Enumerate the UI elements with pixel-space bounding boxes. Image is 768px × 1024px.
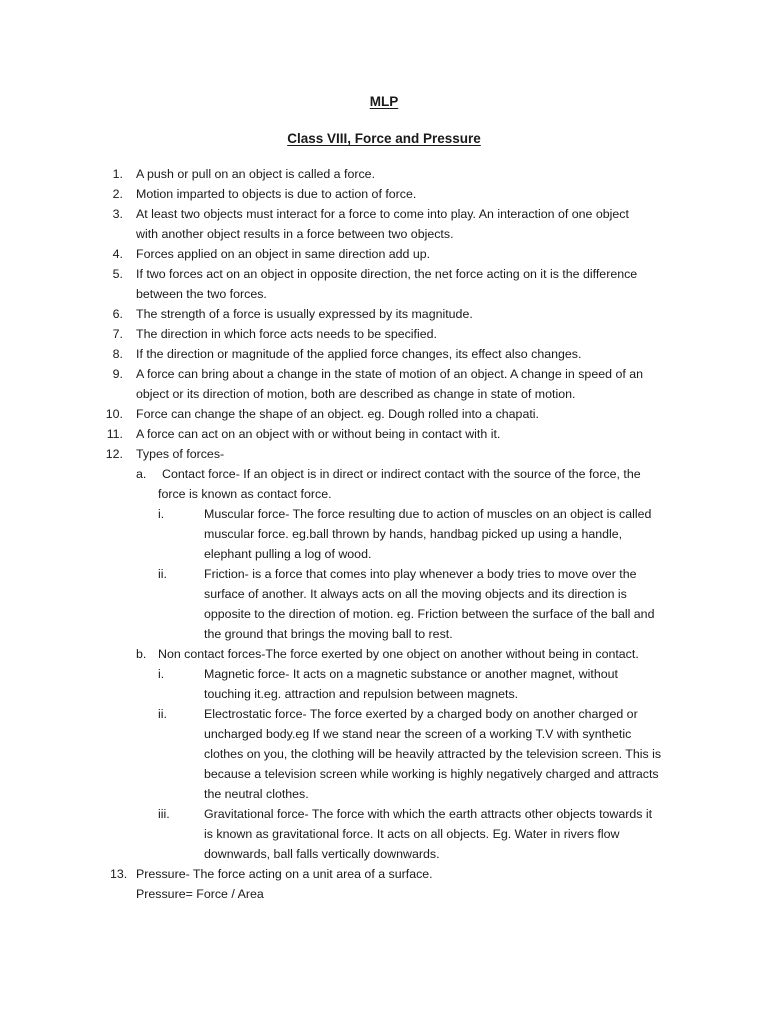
list-item-number: 6. xyxy=(112,307,123,321)
roman-text-continuation: is known as gravitational force. It acts on all objects. Eg. Water in rivers flow xyxy=(204,827,620,841)
roman-text: Friction- is a force that comes into play whenever a body tries to move over the xyxy=(204,567,637,581)
list-item-text: If two forces act on an object in opposite direction, the net force acting on it is the difference xyxy=(136,267,638,281)
roman-text: Muscular force- The force resulting due to action of muscles on an object is called xyxy=(204,507,652,521)
list-item-text: Motion imparted to objects is due to action of force. xyxy=(136,187,417,201)
sublist-letter: a. xyxy=(136,467,147,481)
list-item-number: 10. xyxy=(105,407,123,421)
list-item-text: A force can act on an object with or without being in contact with it. xyxy=(136,427,501,441)
sublist-text: Contact force- If an object is in direct or indirect contact with the source of the force, the xyxy=(162,467,641,481)
roman-text-continuation: the ground that brings the moving ball to rest. xyxy=(204,627,453,641)
list-item-text-continuation: with another object results in a force between two objects. xyxy=(136,227,454,241)
roman-text-continuation: surface of another. It always acts on all the moving objects and its direction is xyxy=(204,587,627,601)
roman-text-continuation: touching it.eg. attraction and repulsion between magnets. xyxy=(204,687,519,701)
roman-numeral: i. xyxy=(158,507,165,521)
pressure-formula: Pressure= Force / Area xyxy=(136,887,264,901)
roman-text-continuation: uncharged body.eg If we stand near the screen of a working T.V with synthetic xyxy=(204,727,632,741)
list-item-text: Forces applied on an object in same direction add up. xyxy=(136,247,431,261)
list-item-text: Force can change the shape of an object. eg. Dough rolled into a chapati. xyxy=(136,407,539,421)
list-item-number: 3. xyxy=(112,207,123,221)
roman-text-continuation: the neutral clothes. xyxy=(204,787,309,801)
list-item-number: 12. xyxy=(105,447,123,461)
list-item-number: 4. xyxy=(112,247,123,261)
list-item-text: Types of forces- xyxy=(136,447,225,461)
list-item-text: At least two objects must interact for a force to come into play. An interaction of one object xyxy=(136,207,629,221)
roman-numeral: iii. xyxy=(158,807,170,821)
roman-text-continuation: downwards, ball falls vertically downwards. xyxy=(204,847,440,861)
list-item-text: If the direction or magnitude of the applied force changes, its effect also changes. xyxy=(136,347,582,361)
roman-text: Magnetic force- It acts on a magnetic substance or another magnet, without xyxy=(204,667,618,681)
list-item-text-continuation: object or its direction of motion, both are described as change in state of motion. xyxy=(136,387,576,401)
roman-text: Gravitational force- The force with which the earth attracts other objects towards it xyxy=(204,807,653,821)
list-item-number: 8. xyxy=(112,347,123,361)
roman-numeral: ii. xyxy=(158,567,167,581)
list-item-text-continuation: between the two forces. xyxy=(136,287,267,301)
list-item-text: The direction in which force acts needs to be specified. xyxy=(136,327,437,341)
roman-text-continuation: opposite to the direction of motion. eg. Friction between the surface of the ball and xyxy=(204,607,655,621)
list-item-number: 7. xyxy=(112,327,123,341)
list-item-number: 1. xyxy=(112,167,123,181)
sublist-text: Non contact forces-The force exerted by one object on another without being in contact. xyxy=(158,647,639,661)
roman-numeral: ii. xyxy=(158,707,167,721)
sublist-letter: b. xyxy=(136,647,147,661)
document-subtitle: Class VIII, Force and Pressure xyxy=(287,131,481,146)
roman-text-continuation: muscular force. eg.ball thrown by hands, handbag picked up using a handle, xyxy=(204,527,623,541)
roman-text-continuation: because a television screen while working is highly negatively charged and attracts xyxy=(204,767,659,781)
roman-text: Electrostatic force- The force exerted by a charged body on another charged or xyxy=(204,707,638,721)
list-item-number: 13. xyxy=(110,867,128,881)
list-item-text: A push or pull on an object is called a force. xyxy=(136,167,376,181)
document-title: MLP xyxy=(369,94,399,109)
roman-text-continuation: elephant pulling a log of wood. xyxy=(204,547,372,561)
list-item-text: A force can bring about a change in the state of motion of an object. A change in speed of an xyxy=(136,367,643,381)
roman-numeral: i. xyxy=(158,667,165,681)
list-item-number: 11. xyxy=(106,427,123,441)
list-item-number: 2. xyxy=(112,187,123,201)
list-item-text: The strength of a force is usually expressed by its magnitude. xyxy=(136,307,473,321)
list-item-number: 9. xyxy=(112,367,123,381)
sublist-text-continuation: force is known as contact force. xyxy=(158,487,332,501)
roman-text-continuation: clothes on you, the clothing will be heavily attracted by the television screen. This is xyxy=(204,747,662,761)
list-item-text: Pressure- The force acting on a unit area of a surface. xyxy=(136,867,433,881)
list-item-number: 5. xyxy=(112,267,123,281)
